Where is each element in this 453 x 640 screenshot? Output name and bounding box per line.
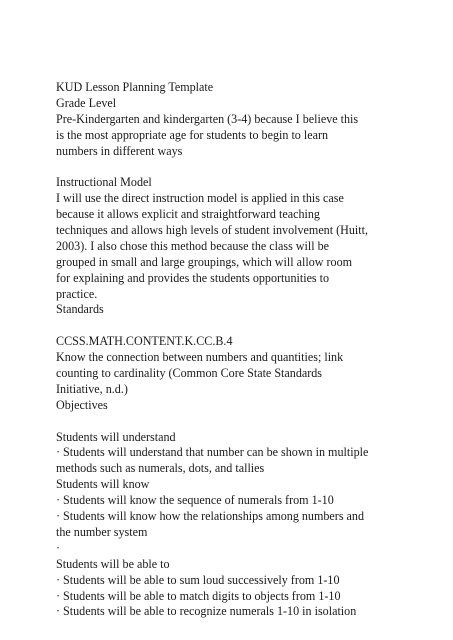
document-body <box>56 80 406 620</box>
paragraph-line: I will use the direct instruction model is applied in this case <box>56 191 344 206</box>
paragraph-line: counting to cardinality (Common Core State Standards <box>56 366 323 381</box>
paragraph-line: numbers in different ways <box>56 143 183 158</box>
paragraph-line: Pre-Kindergarten and kindergarten (3-4) because I believe this <box>56 111 359 126</box>
paragraph-line: is the most appropriate age for students to begin to learn <box>56 127 329 142</box>
bullet-line: · Students will know how the relationships among numbers and <box>56 509 365 524</box>
bullet-line: · Students will know the sequence of numerals from 1-10 <box>56 493 334 508</box>
standard-code: CCSS.MATH.CONTENT.K.CC.B.4 <box>56 334 233 349</box>
subheading-know: Students will know <box>56 477 150 492</box>
bullet-line: · Students will be able to match digits to objects from 1-10 <box>56 588 341 603</box>
paragraph-line: because it allows explicit and straightforward teaching <box>56 207 320 222</box>
paragraph-line: grouped in small and large groupings, which will allow room <box>56 254 353 269</box>
bullet-line: · Students will be able to sum loud successively from 1-10 <box>56 572 340 587</box>
section-heading-standards: Standards <box>56 302 104 317</box>
bullet-line: · Students will be able to recognize numerals 1-10 in isolation <box>56 604 357 619</box>
subheading-able-to: Students will be able to <box>56 556 170 571</box>
blank-line <box>56 414 406 430</box>
paragraph-line: Initiative, n.d.) <box>56 381 128 396</box>
bullet-continuation: methods such as numerals, dots, and tallies <box>56 461 265 476</box>
paragraph-line: Know the connection between numbers and quantities; link <box>56 350 344 365</box>
section-heading-objectives: Objectives <box>56 397 108 412</box>
blank-line <box>56 159 406 175</box>
paragraph-line: 2003). I also chose this method because the class will be <box>56 238 330 253</box>
section-heading-instructional-model: Instructional Model <box>56 175 152 190</box>
paragraph-line: for explaining and provides the students opportunities to <box>56 270 330 285</box>
section-heading-grade-level: Grade Level <box>56 95 117 110</box>
paragraph-line: techniques and allows high levels of student involvement (Huitt, <box>56 223 369 238</box>
document-title: KUD Lesson Planning Template <box>56 80 214 94</box>
blank-line <box>56 318 406 334</box>
bullet-empty: · <box>56 540 61 555</box>
bullet-line: · Students will understand that number can be shown in multiple <box>56 445 369 460</box>
paragraph-line: practice. <box>56 286 98 301</box>
bullet-continuation: the number system <box>56 524 148 539</box>
subheading-understand: Students will understand <box>56 429 176 444</box>
